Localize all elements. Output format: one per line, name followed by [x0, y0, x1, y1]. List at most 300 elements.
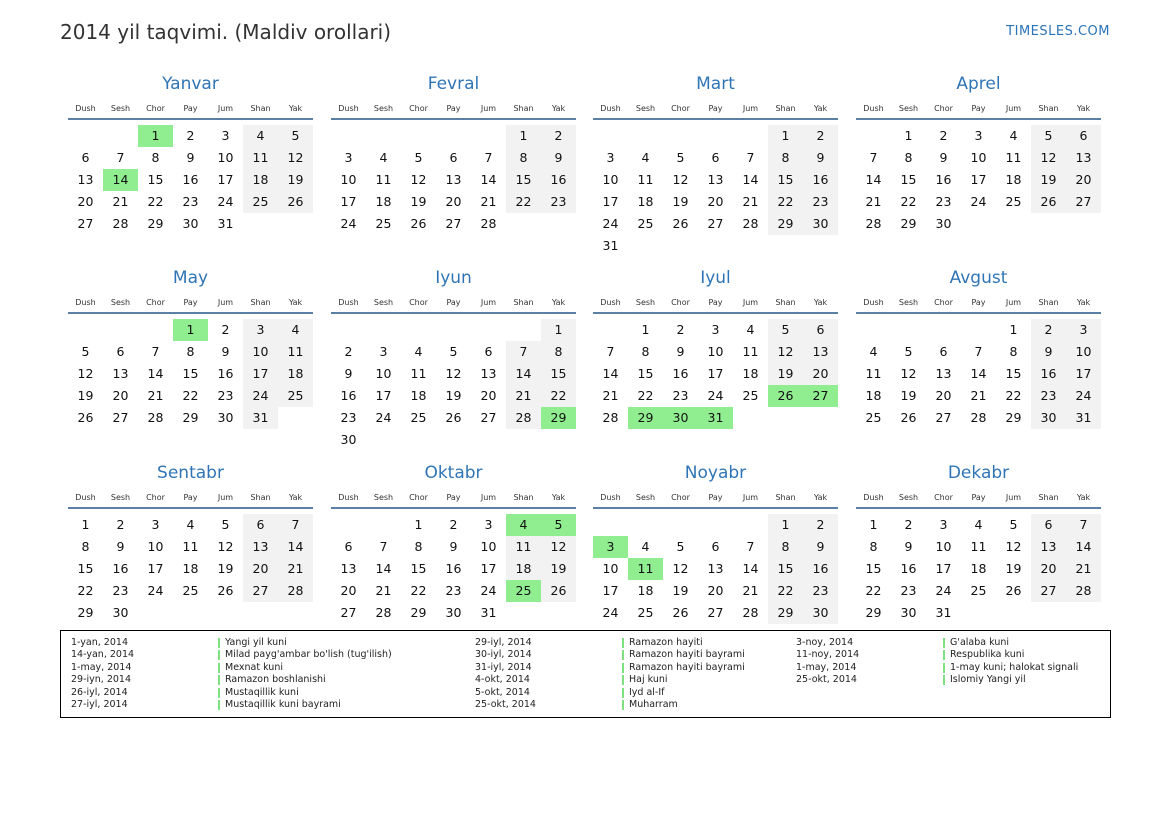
legend-row	[475, 637, 745, 649]
holiday-day-cell: 1	[138, 125, 173, 147]
day-cell: 2	[541, 125, 576, 147]
holiday-date: 11-noy, 2014	[796, 649, 860, 661]
day-cell: 28	[506, 407, 541, 429]
header-divider	[331, 118, 576, 120]
header-divider	[68, 118, 313, 120]
day-cell: 19	[672, 194, 689, 209]
day-cell: 3	[151, 517, 160, 532]
month-name: Iyun	[435, 268, 472, 288]
day-cell: 19	[410, 194, 427, 209]
day-cell: 25	[278, 385, 313, 407]
day-cell: 21	[375, 583, 392, 598]
day-cell: 8	[81, 539, 90, 554]
weekday-label: Chor	[409, 298, 428, 307]
header-divider	[331, 312, 576, 314]
legend-row	[796, 637, 1078, 649]
day-cell: 19	[900, 388, 917, 403]
day-cell: 4	[186, 517, 195, 532]
day-cell: 5	[278, 125, 313, 147]
day-cell: 21	[278, 558, 313, 580]
day-cell: 10	[217, 150, 234, 165]
day-cell: 10	[707, 344, 724, 359]
day-cell: 19	[768, 363, 803, 385]
weekday-label: Yak	[813, 493, 828, 502]
day-cell: 4	[243, 125, 278, 147]
day-cell: 13	[340, 561, 357, 576]
day-cell: 1	[81, 517, 90, 532]
day-cell: 19	[672, 583, 689, 598]
day-cell: 18	[970, 561, 987, 576]
legend-row	[71, 637, 392, 649]
empty-cell	[68, 125, 103, 147]
holiday-name: Yangi yil kuni	[218, 637, 287, 649]
day-cell: 16	[445, 561, 462, 576]
weekday-label: Jum	[742, 298, 759, 307]
day-cell: 30	[340, 432, 357, 447]
weekday-label: Chor	[671, 298, 690, 307]
day-cell: 9	[939, 150, 948, 165]
day-cell: 18	[637, 194, 654, 209]
day-cell: 10	[375, 366, 392, 381]
day-cell: 12	[768, 341, 803, 363]
holiday-day-cell: 29	[628, 407, 663, 429]
day-cell: 17	[147, 561, 164, 576]
weekday-label: Chor	[409, 104, 428, 113]
weekday-label: Jum	[217, 104, 234, 113]
month-fevral	[331, 72, 576, 235]
month-name: Noyabr	[684, 463, 747, 483]
day-cell: 7	[278, 514, 313, 536]
day-cell: 19	[1031, 169, 1066, 191]
day-cell: 15	[865, 561, 882, 576]
day-cell: 26	[445, 410, 462, 425]
day-cell: 19	[541, 558, 576, 580]
day-cell: 28	[147, 410, 164, 425]
weekday-label: Sesh	[373, 104, 394, 113]
empty-cell	[593, 125, 628, 147]
holiday-name: Mexnat kuni	[218, 662, 283, 674]
day-cell: 8	[768, 147, 803, 169]
day-cell: 7	[606, 344, 615, 359]
empty-cell	[856, 125, 891, 147]
empty-cell	[103, 125, 138, 147]
day-cell: 11	[278, 341, 313, 363]
day-cell: 4	[746, 322, 755, 337]
day-cell: 23	[672, 388, 689, 403]
legend-row	[71, 699, 392, 711]
day-cell: 21	[865, 194, 882, 209]
day-cell: 21	[480, 194, 497, 209]
day-cell: 1	[869, 517, 878, 532]
day-cell: 17	[480, 561, 497, 576]
day-cell: 9	[344, 366, 353, 381]
holiday-day-cell: 29	[541, 407, 576, 429]
holiday-date: 14-yan, 2014	[71, 649, 135, 661]
brand-link[interactable]: TIMESLES.COM	[1006, 24, 1110, 39]
month-name: Yanvar	[162, 74, 219, 94]
weekday-label: Sesh	[898, 493, 919, 502]
legend-row	[71, 674, 392, 686]
weekday-label: Sesh	[898, 298, 919, 307]
days-grid	[68, 319, 313, 429]
weekday-label: Pay	[708, 104, 723, 113]
day-cell: 16	[1031, 363, 1066, 385]
header-divider	[856, 507, 1101, 509]
holiday-day-cell: 14	[103, 169, 138, 191]
day-cell: 11	[243, 147, 278, 169]
day-cell: 4	[278, 319, 313, 341]
weekday-header	[68, 102, 313, 116]
day-cell: 21	[1066, 558, 1101, 580]
day-cell: 14	[742, 561, 759, 576]
weekday-label: Dush	[600, 493, 621, 502]
days-grid	[593, 514, 838, 624]
holiday-name: Respublika kuni	[943, 649, 1024, 661]
day-cell: 27	[77, 216, 94, 231]
day-cell: 8	[186, 344, 195, 359]
day-cell: 27	[707, 605, 724, 620]
month-avgust	[856, 266, 1101, 429]
weekday-label: Pay	[183, 493, 198, 502]
holiday-day-cell: 4	[506, 514, 541, 536]
weekday-label: Pay	[971, 493, 986, 502]
day-cell: 20	[445, 194, 462, 209]
empty-cell	[366, 319, 401, 341]
day-cell: 3	[711, 322, 720, 337]
day-cell: 20	[803, 363, 838, 385]
day-cell: 1	[641, 322, 650, 337]
month-name: Iyul	[700, 268, 731, 288]
day-cell: 27	[445, 216, 462, 231]
day-cell: 11	[970, 539, 987, 554]
day-cell: 7	[1066, 514, 1101, 536]
empty-cell	[68, 319, 103, 341]
day-cell: 22	[506, 191, 541, 213]
day-cell: 29	[77, 605, 94, 620]
days-grid	[856, 319, 1101, 429]
day-cell: 20	[480, 388, 497, 403]
day-cell: 25	[637, 216, 654, 231]
day-cell: 8	[506, 147, 541, 169]
day-cell: 19	[445, 388, 462, 403]
holiday-legend	[60, 630, 1111, 718]
day-cell: 2	[803, 514, 838, 536]
day-cell: 22	[541, 385, 576, 407]
day-cell: 17	[707, 366, 724, 381]
day-cell: 1	[1009, 322, 1018, 337]
weekday-label: Yak	[288, 104, 303, 113]
day-cell: 14	[742, 172, 759, 187]
day-cell: 30	[112, 605, 129, 620]
day-cell: 24	[707, 388, 724, 403]
holiday-name: Ramazon hayiti bayrami	[622, 649, 745, 661]
weekday-label: Jum	[1005, 298, 1022, 307]
day-cell: 15	[768, 558, 803, 580]
day-cell: 20	[77, 194, 94, 209]
day-cell: 26	[410, 216, 427, 231]
holiday-day-cell: 30	[663, 407, 698, 429]
day-cell: 16	[900, 561, 917, 576]
day-cell: 14	[278, 536, 313, 558]
weekday-label: Shan	[1038, 298, 1059, 307]
day-cell: 3	[939, 517, 948, 532]
day-cell: 4	[414, 344, 423, 359]
day-cell: 5	[414, 150, 423, 165]
day-cell: 5	[676, 150, 685, 165]
day-cell: 3	[243, 319, 278, 341]
weekday-label: Sesh	[110, 298, 131, 307]
day-cell: 29	[182, 410, 199, 425]
day-cell: 12	[541, 536, 576, 558]
day-cell: 21	[112, 194, 129, 209]
holiday-date: 31-iyl, 2014	[475, 661, 532, 673]
holiday-name: G'alaba kuni	[943, 637, 1009, 649]
day-cell: 8	[541, 341, 576, 363]
day-cell: 14	[865, 172, 882, 187]
empty-cell	[366, 125, 401, 147]
legend-row	[475, 649, 745, 661]
day-cell: 6	[344, 539, 353, 554]
weekday-header	[856, 102, 1101, 116]
day-cell: 24	[340, 216, 357, 231]
weekday-label: Pay	[446, 298, 461, 307]
day-cell: 14	[602, 366, 619, 381]
empty-cell	[891, 319, 926, 341]
day-cell: 17	[217, 172, 234, 187]
holiday-name: Mustaqillik kuni	[218, 687, 299, 699]
weekday-label: Sesh	[110, 493, 131, 502]
day-cell: 24	[602, 216, 619, 231]
day-cell: 10	[602, 172, 619, 187]
day-cell: 9	[221, 344, 230, 359]
legend-column	[475, 637, 745, 711]
empty-cell	[926, 319, 961, 341]
day-cell: 26	[672, 605, 689, 620]
weekday-label: Dush	[75, 493, 96, 502]
weekday-label: Shan	[1038, 493, 1059, 502]
day-cell: 31	[1066, 407, 1101, 429]
empty-cell	[593, 319, 628, 341]
day-cell: 17	[375, 388, 392, 403]
empty-cell	[698, 514, 733, 536]
day-cell: 5	[449, 344, 458, 359]
day-cell: 8	[768, 536, 803, 558]
day-cell: 7	[151, 344, 160, 359]
day-cell: 20	[112, 388, 129, 403]
holiday-name: Milad payg'ambar bo'lish (tug'ilish)	[218, 649, 392, 661]
day-cell: 12	[900, 366, 917, 381]
day-cell: 7	[379, 539, 388, 554]
weekday-label: Pay	[971, 298, 986, 307]
day-cell: 30	[445, 605, 462, 620]
day-cell: 30	[935, 216, 952, 231]
day-cell: 2	[803, 125, 838, 147]
day-cell: 6	[484, 344, 493, 359]
day-cell: 4	[1009, 128, 1018, 143]
day-cell: 17	[602, 583, 619, 598]
day-cell: 16	[672, 366, 689, 381]
days-grid	[331, 514, 576, 624]
day-cell: 30	[803, 602, 838, 624]
month-mart	[593, 72, 838, 257]
day-cell: 27	[243, 580, 278, 602]
day-cell: 27	[340, 605, 357, 620]
day-cell: 28	[742, 216, 759, 231]
day-cell: 22	[900, 194, 917, 209]
day-cell: 30	[217, 410, 234, 425]
day-cell: 3	[606, 150, 615, 165]
day-cell: 6	[803, 319, 838, 341]
day-cell: 4	[974, 517, 983, 532]
days-grid	[68, 125, 313, 235]
day-cell: 1	[768, 514, 803, 536]
empty-cell	[138, 319, 173, 341]
day-cell: 31	[935, 605, 952, 620]
empty-cell	[628, 125, 663, 147]
holiday-date: 3-noy, 2014	[796, 637, 854, 648]
holiday-date: 26-iyl, 2014	[71, 686, 128, 698]
day-cell: 14	[375, 561, 392, 576]
day-cell: 8	[904, 150, 913, 165]
weekday-label: Yak	[1076, 298, 1091, 307]
holiday-name: Ramazon hayiti	[622, 637, 703, 649]
day-cell: 4	[379, 150, 388, 165]
days-grid	[593, 319, 838, 429]
day-cell: 9	[116, 539, 125, 554]
day-cell: 30	[803, 213, 838, 235]
month-name: Mart	[696, 74, 735, 94]
day-cell: 12	[672, 172, 689, 187]
day-cell: 27	[112, 410, 129, 425]
day-cell: 29	[768, 602, 803, 624]
holiday-name: Muharram	[622, 699, 678, 711]
weekday-label: Sesh	[373, 298, 394, 307]
month-name: Dekabr	[947, 463, 1010, 483]
day-cell: 18	[742, 366, 759, 381]
day-cell: 13	[112, 366, 129, 381]
day-cell: 22	[147, 194, 164, 209]
month-name: Sentabr	[157, 463, 224, 483]
day-cell: 14	[1066, 536, 1101, 558]
day-cell: 20	[1031, 558, 1066, 580]
day-cell: 13	[1066, 147, 1101, 169]
day-cell: 3	[484, 517, 493, 532]
day-cell: 24	[217, 194, 234, 209]
day-cell: 25	[182, 583, 199, 598]
weekday-label: Pay	[446, 493, 461, 502]
day-cell: 3	[221, 128, 230, 143]
day-cell: 6	[1031, 514, 1066, 536]
day-cell: 6	[711, 150, 720, 165]
day-cell: 19	[217, 561, 234, 576]
month-name: Avgust	[949, 268, 1008, 288]
day-cell: 10	[602, 561, 619, 576]
day-cell: 15	[410, 561, 427, 576]
day-cell: 21	[602, 388, 619, 403]
holiday-day-cell: 5	[541, 514, 576, 536]
day-cell: 21	[970, 388, 987, 403]
weekday-label: Jum	[742, 104, 759, 113]
month-name: Oktabr	[424, 463, 483, 483]
weekday-label: Shan	[1038, 104, 1059, 113]
day-cell: 6	[81, 150, 90, 165]
day-cell: 23	[803, 191, 838, 213]
days-grid	[856, 125, 1101, 235]
day-cell: 10	[340, 172, 357, 187]
day-cell: 2	[221, 322, 230, 337]
holiday-name: Haj kuni	[622, 674, 668, 686]
day-cell: 10	[243, 341, 278, 363]
day-cell: 9	[186, 150, 195, 165]
day-cell: 26	[217, 583, 234, 598]
day-cell: 15	[182, 366, 199, 381]
header-divider	[593, 312, 838, 314]
month-dekabr	[856, 461, 1101, 624]
weekday-label: Shan	[513, 493, 534, 502]
day-cell: 28	[742, 605, 759, 620]
weekday-label: Dush	[338, 104, 359, 113]
holiday-name: Iyd al-If	[622, 687, 665, 699]
header-divider	[593, 507, 838, 509]
holiday-date: 29-iyn, 2014	[71, 674, 132, 686]
weekday-label: Pay	[183, 298, 198, 307]
day-cell: 27	[480, 410, 497, 425]
day-cell: 4	[641, 539, 650, 554]
day-cell: 23	[935, 194, 952, 209]
holiday-day-cell: 26	[768, 385, 803, 407]
weekday-header	[68, 491, 313, 505]
header-divider	[856, 312, 1101, 314]
weekday-label: Dush	[338, 298, 359, 307]
weekday-label: Shan	[513, 298, 534, 307]
weekday-label: Chor	[671, 104, 690, 113]
weekday-label: Yak	[551, 493, 566, 502]
day-cell: 18	[278, 363, 313, 385]
day-cell: 20	[707, 194, 724, 209]
day-cell: 9	[449, 539, 458, 554]
day-cell: 5	[768, 319, 803, 341]
day-cell: 17	[243, 363, 278, 385]
page-title: 2014 yil taqvimi. (Maldiv orollari)	[60, 20, 392, 44]
day-cell: 25	[243, 191, 278, 213]
day-cell: 25	[637, 605, 654, 620]
weekday-label: Sesh	[110, 104, 131, 113]
day-cell: 1	[414, 517, 423, 532]
day-cell: 11	[865, 366, 882, 381]
day-cell: 13	[480, 366, 497, 381]
day-cell: 21	[147, 388, 164, 403]
day-cell: 26	[278, 191, 313, 213]
day-cell: 23	[112, 583, 129, 598]
day-cell: 27	[707, 216, 724, 231]
weekday-label: Yak	[551, 298, 566, 307]
day-cell: 24	[480, 583, 497, 598]
day-cell: 28	[112, 216, 129, 231]
legend-row	[796, 674, 1078, 686]
day-cell: 9	[1031, 341, 1066, 363]
day-cell: 12	[278, 147, 313, 169]
day-cell: 13	[707, 561, 724, 576]
day-cell: 9	[803, 536, 838, 558]
day-cell: 16	[935, 172, 952, 187]
month-may	[68, 266, 313, 429]
holiday-date: 25-okt, 2014	[475, 698, 536, 710]
day-cell: 21	[506, 385, 541, 407]
day-cell: 12	[217, 539, 234, 554]
empty-cell	[856, 319, 891, 341]
day-cell: 26	[672, 216, 689, 231]
day-cell: 1	[541, 319, 576, 341]
